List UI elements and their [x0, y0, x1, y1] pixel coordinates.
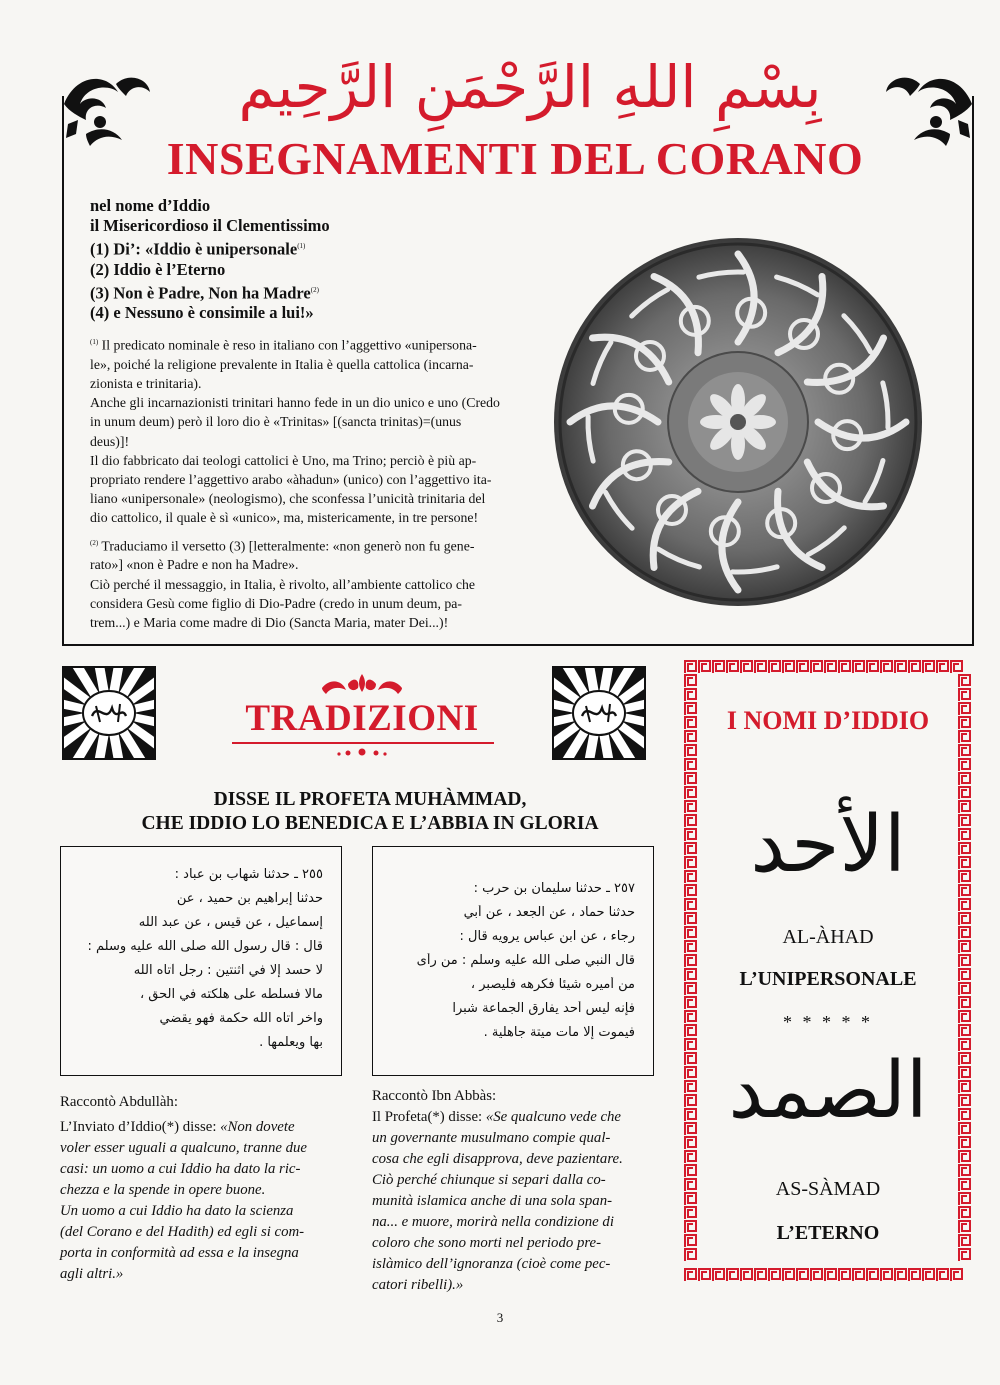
calligraphy-tile-left: [62, 666, 156, 760]
narrator: Raccontò Abdullàh:: [60, 1094, 178, 1110]
narrator: Raccontò Ibn Abbàs:: [372, 1088, 497, 1104]
surah-line: (1) Di’: «Iddio è unipersonale$^{(1)}$: [90, 239, 306, 259]
names-title: I NOMI D’IDDIO: [726, 706, 930, 735]
basmala-calligraphy: بِسْمِ اللهِ الرَّحْمَنِ الرَّحِيم: [238, 53, 822, 121]
name-meaning: L’UNIPERSONALE: [739, 968, 917, 990]
name-transliteration: AL-ÀHAD: [782, 926, 874, 948]
surah-line: (2) Iddio è l’Eterno: [90, 259, 226, 279]
surah-line: il Misericordioso il Clementissimo: [90, 216, 330, 235]
hadith-arabic-box-left: ٢٥٥ ـ حدثنا شهاب بن عباد : حدثنا إبراهيم بن حميد ، عن إسماعيل ، عن قيس ، عن عبد الله قال : قال رسول الله صلى الله عليه وسلم : لا حسد إلا في اثنتين : رجل آتاه الله مالا فسلطه على هلكته في الحق ، وآخر آتاه الله حكمة فهو يقضي بها ويعلمها .: [60, 846, 342, 1076]
surah-translation: [90, 196, 470, 323]
page-number: 3: [496, 1310, 504, 1325]
small-ornament: [334, 746, 390, 760]
footnote-marker: (2): [90, 538, 99, 547]
footnote-2: $^{(2)}$ Traduciamo il versetto (3) [letteralmente: «non generò non fu gene- rato»] «non è Padre e non ha Madre». Ciò perché il messaggio, in Italia, è rivolto, all’ambiente cattolico che considera Gesù come figlio di Dio-Padre (credo in unum deum, pa- trem...) e Maria come madre di Dio (Sancta Maria, mater Dei...)!: [90, 538, 476, 631]
hadith-translation-right: Raccontò Ibn Abbàs: Il Profeta(*) disse: «Se qualcuno vede che un governante musulmano compie qual- cosa che egli disapprova, deve pazientare. Ciò perché chiunque si separi dalla co- munità islamica anche di una sola span- na... e muore, morirà nella condizione di coloro che sono morti nel periodo pre- islàmico dell’ignoranza (cioè come pec- catori ribelli).»: [372, 1086, 672, 1296]
footnote-ref: (2): [310, 285, 319, 294]
calligraphy-plate-image: [552, 236, 924, 608]
title-underline: [232, 742, 494, 744]
hadith-translation-left: Raccontò Abdullàh: L’Inviato d’Iddio(*) disse: «Non dovete voler esser uguali a qualcuno, tranne due casi: un uomo a cui Iddio ha dato la ric- chezza e la spende in opere buone. Un uomo a cui Iddio ha dato la scienza (del Corano e del Hadith) ed egli si com- porta in conformità ad essa e la insegna agli altri.»: [60, 1092, 350, 1285]
floral-ornament: [318, 670, 406, 700]
surah-line: (3) Non è Padre, Non ha Madre$^{(2)}$: [90, 283, 319, 302]
footnote-ref: (1): [297, 242, 306, 250]
surah-line: nel nome d’Iddio: [90, 196, 211, 215]
page-title: INSEGNAMENTI DEL CORANO: [166, 133, 864, 184]
arabic-name-al-ahad: الأحد: [750, 800, 906, 890]
name-transliteration: AS-SÀMAD: [775, 1178, 881, 1200]
surah-line: (4) e Nessuno è consimile a lui!»: [90, 303, 314, 322]
calligraphy-tile-right: [552, 666, 646, 760]
footnote-marker: (1): [90, 338, 99, 346]
prophet-heading: DISSE IL PROFETA MUHÀMMAD, CHE IDDIO LO BENEDICA E L’ABBIA IN GLORIA: [141, 789, 599, 834]
footnotes: [90, 333, 546, 638]
name-meaning: L’ETERNO: [776, 1222, 880, 1244]
hadith-arabic-box-right: ٢٥٧ ـ حدثنا سليمان بن حرب : حدثنا حماد ، عن الجعد ، عن أبي رجاء ، عن ابن عباس يرويه قال : قال النبي صلى الله عليه وسلم : من رأى من أميره شيئا فكرهه فليصبر ، فإنه ليس أحد يفارق الجماعة شبرا فيموت إلا مات ميتة جاهلية .: [372, 846, 654, 1076]
tradizioni-title: TRADIZIONI: [245, 698, 479, 739]
arabic-name-as-samad: الصمد: [728, 1046, 928, 1136]
footnote-1: $^{(1)}$ Il predicato nominale è reso in italiano con l’aggettivo «unipersona- le», poiché la religione prevalente in Italia è quella cattolica (incarna- zionista e trinitaria). Anche gli incarnazionisti trinitari hanno fede in un dio unico e uno (Credo in unum deum) però il loro dio è «Trinitas» [(sancta trinitas)=(unus deus)]! Il dio fabbricato dai teologi cattolici è Uno, ma Trino; perciò è più ap- propriato rendere l’aggettivo arabo «àhadun» (unico) con l’aggettivo ita- liano «unipersonale» (neologismo), che sconfessa l’unicità trinitaria del dio cattolico, il quale è sì «unico», ma, mistericamente, in tre persone!: [90, 337, 500, 526]
separator-stars: * * * * *: [783, 1012, 873, 1032]
